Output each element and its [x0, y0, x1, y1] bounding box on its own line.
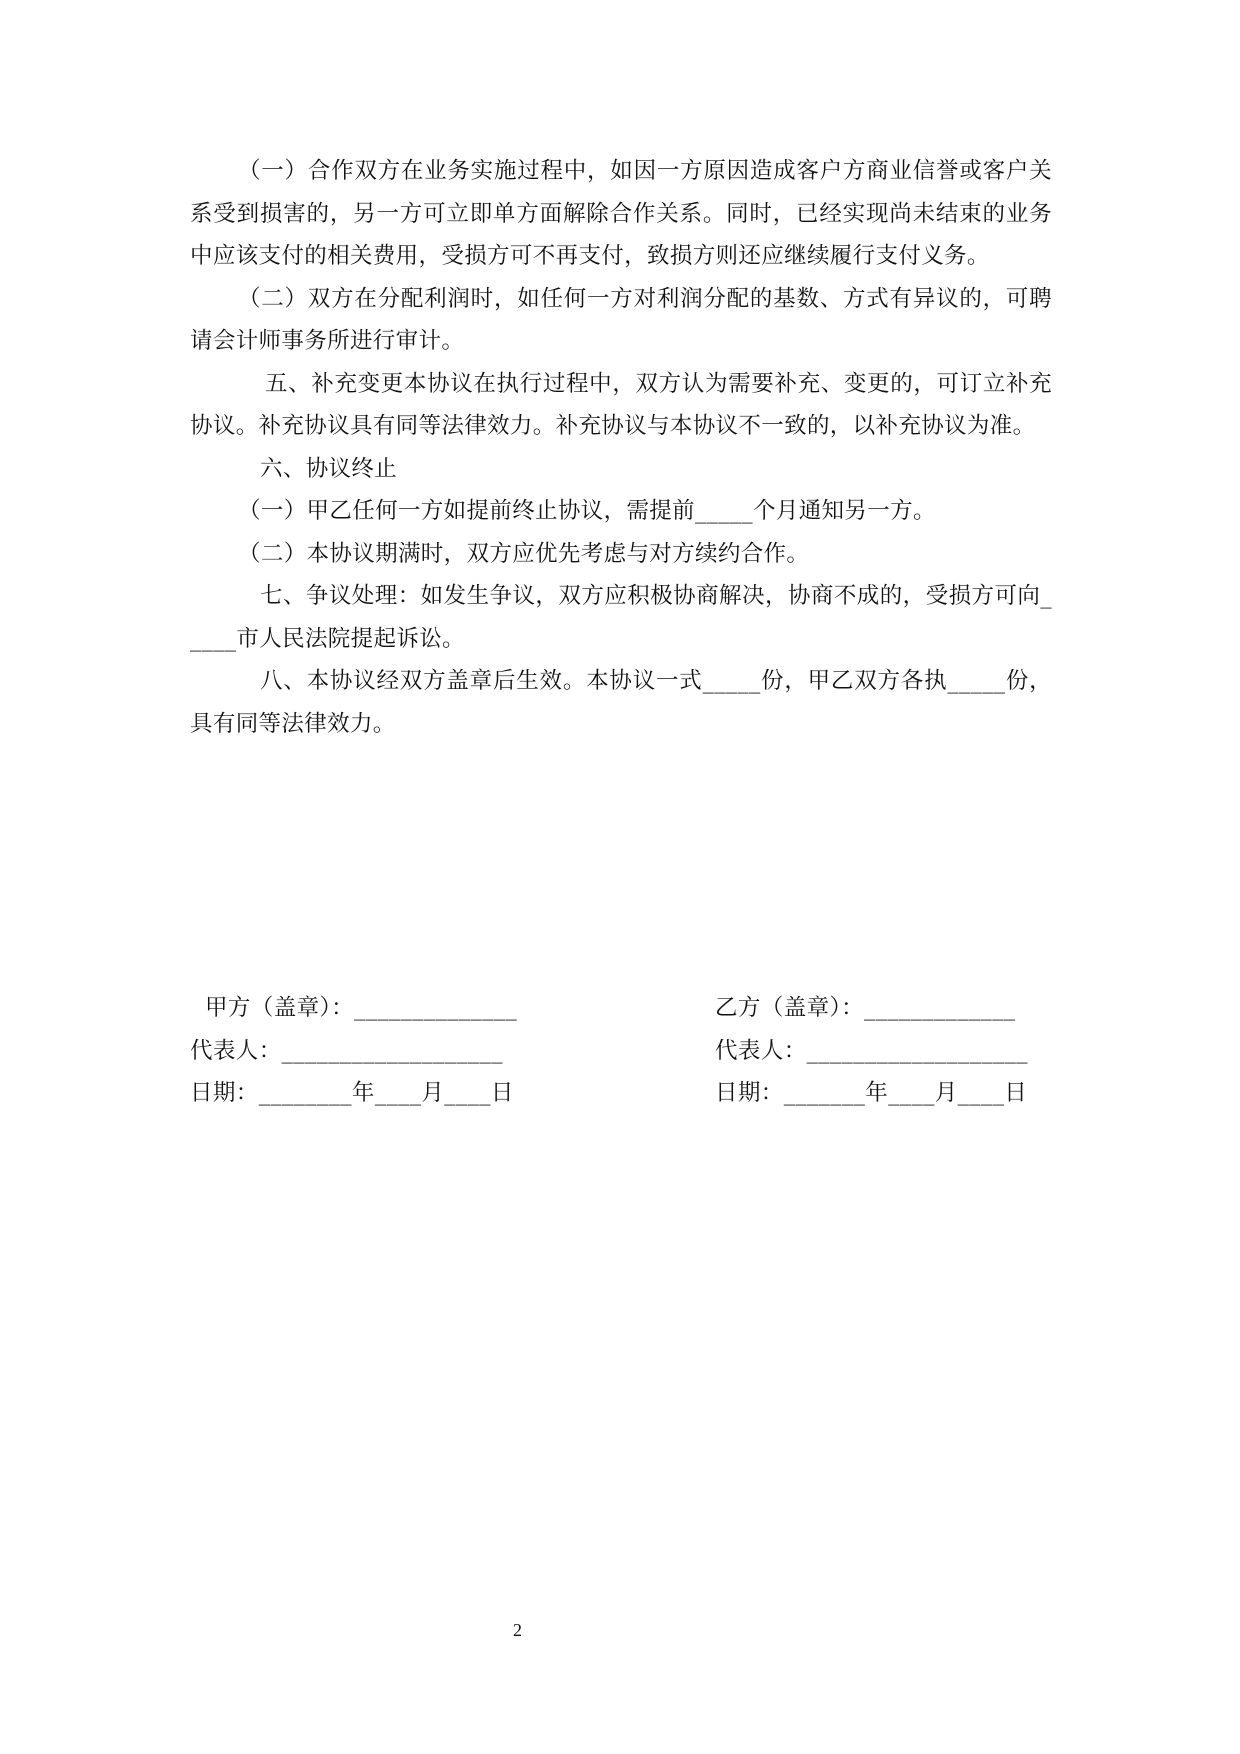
- paragraph-clause-1: （一）合作双方在业务实施过程中，如因一方原因造成客户方商业信誉或客户关系受到损害的，另一方可立即单方面解除合作关系。同时，已经实现尚未结束的业务中应该支付的相关费用，受损方可不再支付，致损方则还应继续履行支付义务。: [190, 158, 1052, 269]
- party-a-representative: 代表人：___________________: [190, 1037, 503, 1064]
- paragraph-section-7: 七、争议处理：如发生争议，双方应积极协商解决，协商不成的，受损方可向_____市人民法院提起诉讼。: [190, 583, 1052, 652]
- party-a-seal: 甲方（盖章）：______________: [205, 995, 518, 1021]
- signature-row-date: [190, 1072, 1075, 1115]
- paragraph-section-6: 六、协议终止: [260, 455, 398, 482]
- paragraph-section-8: 八、本协议经双方盖章后生效。本协议一式_____份，甲乙双方各执_____份，具有同等法律效力。: [190, 668, 1052, 737]
- document-body: [190, 150, 1052, 745]
- signature-row-representative: [190, 1030, 1075, 1073]
- signature-row-seal: [205, 987, 1075, 1030]
- party-b-date: 日期：_______年____月____日: [715, 1080, 1028, 1106]
- party-a-date: 日期：________年____月____日: [190, 1080, 514, 1106]
- paragraph-clause-2: （二）双方在分配利润时，如任何一方对利润分配的基数、方式有异议的，可聘请会计师事务所进行审计。: [190, 285, 1052, 354]
- paragraph-termination-1: （一）甲乙任何一方如提前终止协议，需提前_____个月通知另一方。: [238, 498, 936, 524]
- signature-block: [190, 987, 1075, 1115]
- party-b-representative: 代表人：___________________: [715, 1037, 1028, 1064]
- paragraph-section-5: 五、补充变更本协议在执行过程中，双方认为需要补充、变更的，可订立补充协议。补充协议具有同等法律效力。补充协议与本协议不一致的，以补充协议为准。: [190, 370, 1052, 439]
- page-number: 2: [513, 1620, 522, 1640]
- party-b-seal: 乙方（盖章）：_____________: [715, 995, 1016, 1021]
- paragraph-termination-2: （二）本协议期满时，双方应优先考虑与对方续约合作。: [238, 540, 810, 567]
